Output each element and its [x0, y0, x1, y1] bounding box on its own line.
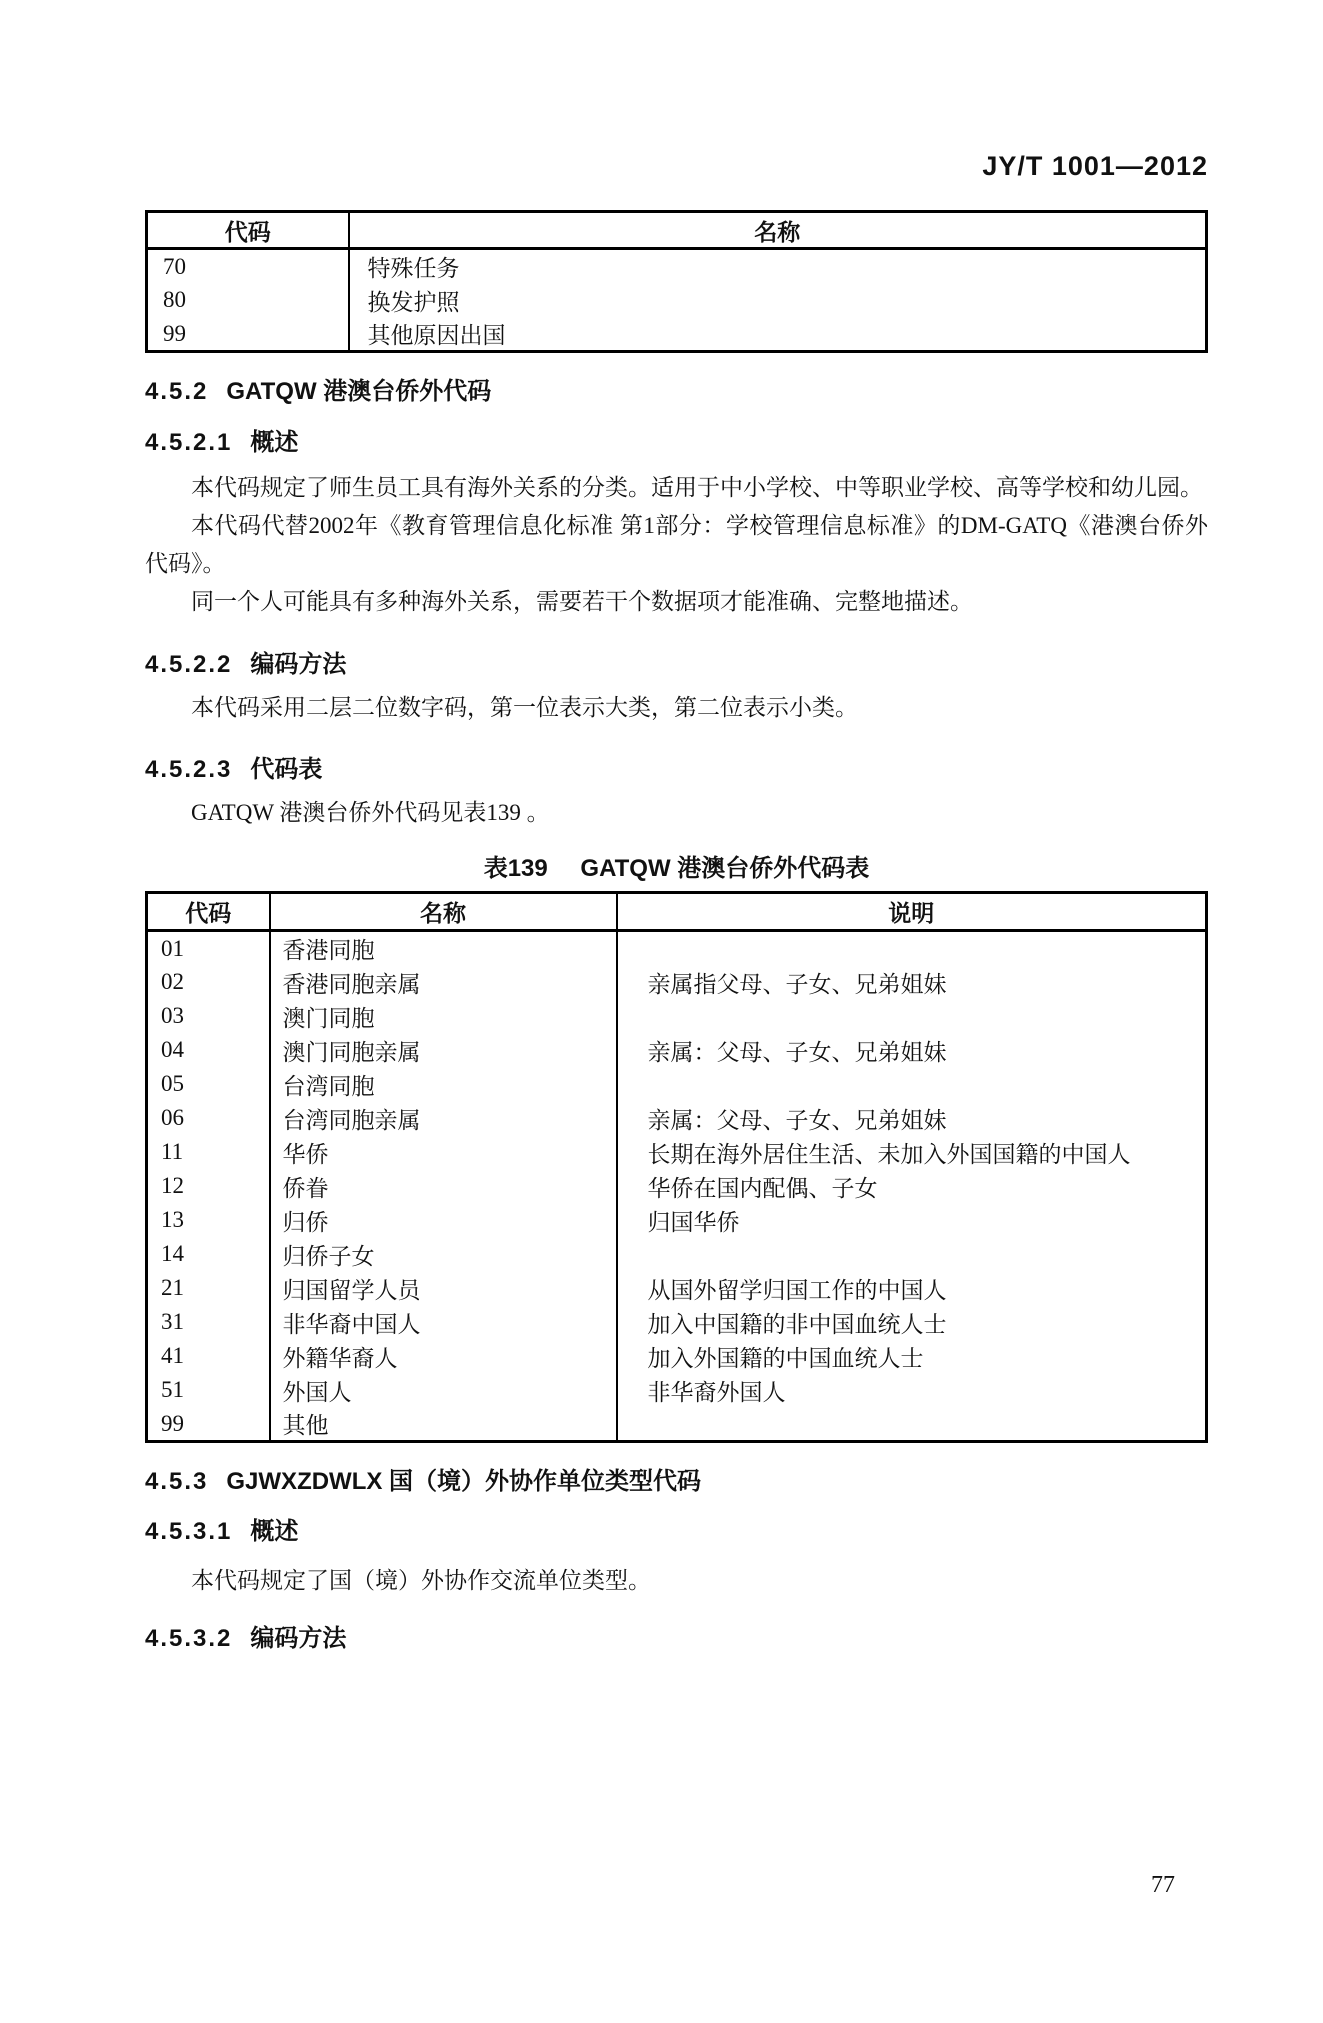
scope-paragraph-block: [145, 1562, 1208, 1600]
table-row: [147, 1135, 1207, 1169]
standard-number: JY/T 1001—2012: [982, 151, 1208, 181]
coding-method-paragraph-block: [145, 689, 1208, 727]
cell-code: 06: [161, 1105, 184, 1130]
section-number: 4.5.2: [145, 378, 209, 405]
cell-note: 华侨在国内配偶、子女: [617, 1169, 1207, 1203]
section-title: 代码表: [250, 756, 323, 783]
section-heading-4-5-2: [145, 379, 1208, 405]
table-body: [147, 249, 1207, 352]
page-content: [0, 152, 1323, 1652]
cell-note: [617, 931, 1207, 966]
section-title: 编码方法: [250, 651, 347, 678]
cell-note: 非华裔外国人: [617, 1373, 1207, 1407]
section-number: 4.5.3.1: [145, 1518, 233, 1545]
cell-code: 03: [161, 1003, 184, 1028]
cell-code: 02: [161, 969, 184, 994]
table-row: [147, 1339, 1207, 1373]
cell-name: 台湾同胞亲属: [270, 1101, 617, 1135]
table-header-row: [147, 212, 1207, 249]
cell-note: [617, 999, 1207, 1033]
table-row: [147, 1373, 1207, 1407]
column-header-name: 名称: [349, 212, 1207, 249]
cell-name: 归国留学人员: [270, 1271, 617, 1305]
table-139-caption: [145, 856, 1208, 882]
cell-note: 加入外国籍的中国血统人士: [617, 1339, 1207, 1373]
cell-name: 澳门同胞: [270, 999, 617, 1033]
section-title: GJWXZDWLX 国（境）外协作单位类型代码: [226, 1468, 702, 1495]
table-row: [147, 965, 1207, 999]
table-body: [147, 931, 1207, 1442]
column-header-name: 名称: [270, 893, 617, 931]
cell-name: 其他: [270, 1407, 617, 1442]
cell-note: 从国外留学归国工作的中国人: [617, 1271, 1207, 1305]
table-header-row: [147, 893, 1207, 931]
paragraph-coding-method: 本代码采用二层二位数字码，第一位表示大类，第二位表示小类。: [191, 695, 858, 720]
column-header-code: 代码: [147, 212, 349, 249]
section-title: 概述: [250, 429, 299, 456]
cell-name: 华侨: [270, 1135, 617, 1169]
cell-code: 41: [161, 1343, 184, 1368]
table-row: [147, 317, 1207, 352]
cell-note: [617, 1407, 1207, 1442]
table-row: [147, 1203, 1207, 1237]
section-title: 编码方法: [250, 1625, 347, 1652]
table-row: [147, 1407, 1207, 1442]
cell-name: 香港同胞亲属: [270, 965, 617, 999]
cell-code: 21: [161, 1275, 184, 1300]
cell-code: 04: [161, 1037, 184, 1062]
cell-note: 亲属：父母、子女、兄弟姐妹: [617, 1033, 1207, 1067]
paragraph-table-reference: GATQW 港澳台侨外代码见表139 。: [191, 800, 550, 825]
section-heading-4-5-2-3: [145, 757, 1208, 783]
cell-code: 11: [161, 1139, 184, 1164]
table-caption-title: GATQW 港澳台侨外代码表: [580, 855, 870, 882]
cell-note: 归国华侨: [617, 1203, 1207, 1237]
page-number: 77: [1151, 1872, 1175, 1898]
section-heading-4-5-2-1: [145, 430, 1208, 456]
cell-note: 亲属指父母、子女、兄弟姐妹: [617, 965, 1207, 999]
overview-paragraphs: [145, 469, 1208, 621]
cell-name: 特殊任务: [349, 249, 1207, 284]
section-heading-4-5-2-2: [145, 652, 1208, 678]
section-title: 概述: [250, 1518, 299, 1545]
cell-code: 80: [163, 287, 186, 312]
table-row: [147, 999, 1207, 1033]
cell-code: 12: [161, 1173, 184, 1198]
column-header-code: 代码: [147, 893, 270, 931]
cell-note: 加入中国籍的非中国血统人士: [617, 1305, 1207, 1339]
table-reference-paragraph-block: [145, 794, 1208, 832]
cell-code: 99: [161, 1410, 184, 1436]
cell-code: 01: [161, 935, 184, 961]
cell-name: 换发护照: [349, 283, 1207, 317]
cell-note: [617, 1237, 1207, 1271]
section-title: GATQW 港澳台侨外代码: [226, 378, 492, 405]
table-row: [147, 1237, 1207, 1271]
cell-code: 13: [161, 1207, 184, 1232]
table-row: [147, 283, 1207, 317]
cell-name: 台湾同胞: [270, 1067, 617, 1101]
cell-name: 归侨子女: [270, 1237, 617, 1271]
gatqw-code-table: [145, 891, 1208, 1443]
table-row: [147, 1033, 1207, 1067]
cell-code: 14: [161, 1241, 184, 1266]
table-row: [147, 1067, 1207, 1101]
paragraph-scope: 本代码规定了师生员工具有海外关系的分类。适用于中小学校、中等职业学校、高等学校和幼儿园。: [191, 475, 1203, 500]
continuation-code-table: [145, 210, 1208, 353]
cell-note: 亲属：父母、子女、兄弟姐妹: [617, 1101, 1207, 1135]
cell-name: 香港同胞: [270, 931, 617, 966]
table-row: [147, 1271, 1207, 1305]
cell-name: 其他原因出国: [349, 317, 1207, 352]
cell-code: 70: [163, 253, 186, 279]
paragraph-replace: 本代码代替2002年《教育管理信息化标准 第1部分：学校管理信息标准》的DM-GATQ《港澳台侨外代码》。: [145, 513, 1208, 576]
section-number: 4.5.3.2: [145, 1625, 233, 1652]
cell-name: 外籍华裔人: [270, 1339, 617, 1373]
cell-code: 51: [161, 1377, 184, 1402]
table-row: [147, 931, 1207, 966]
section-number: 4.5.3: [145, 1468, 209, 1495]
section-number: 4.5.2.1: [145, 429, 233, 456]
paragraph-453-scope: 本代码规定了国（境）外协作交流单位类型。: [191, 1568, 651, 1593]
cell-name: 外国人: [270, 1373, 617, 1407]
table-row: [147, 1305, 1207, 1339]
section-heading-4-5-3: [145, 1469, 1208, 1495]
cell-note: 长期在海外居住生活、未加入外国国籍的中国人: [617, 1135, 1207, 1169]
cell-name: 澳门同胞亲属: [270, 1033, 617, 1067]
cell-name: 侨眷: [270, 1169, 617, 1203]
section-number: 4.5.2.2: [145, 651, 233, 678]
table-row: [147, 1101, 1207, 1135]
section-heading-4-5-3-2: [145, 1626, 1208, 1652]
paragraph-multi-relation: 同一个人可能具有多种海外关系，需要若干个数据项才能准确、完整地描述。: [191, 589, 973, 614]
cell-code: 99: [163, 320, 186, 346]
section-number: 4.5.2.3: [145, 756, 233, 783]
cell-name: 归侨: [270, 1203, 617, 1237]
cell-code: 05: [161, 1071, 184, 1096]
section-heading-4-5-3-1: [145, 1519, 1208, 1545]
cell-code: 31: [161, 1309, 184, 1334]
table-row: [147, 1169, 1207, 1203]
table-caption-label: 表139: [483, 855, 548, 882]
cell-name: 非华裔中国人: [270, 1305, 617, 1339]
table-row: [147, 249, 1207, 284]
cell-note: [617, 1067, 1207, 1101]
column-header-note: 说明: [617, 893, 1207, 931]
